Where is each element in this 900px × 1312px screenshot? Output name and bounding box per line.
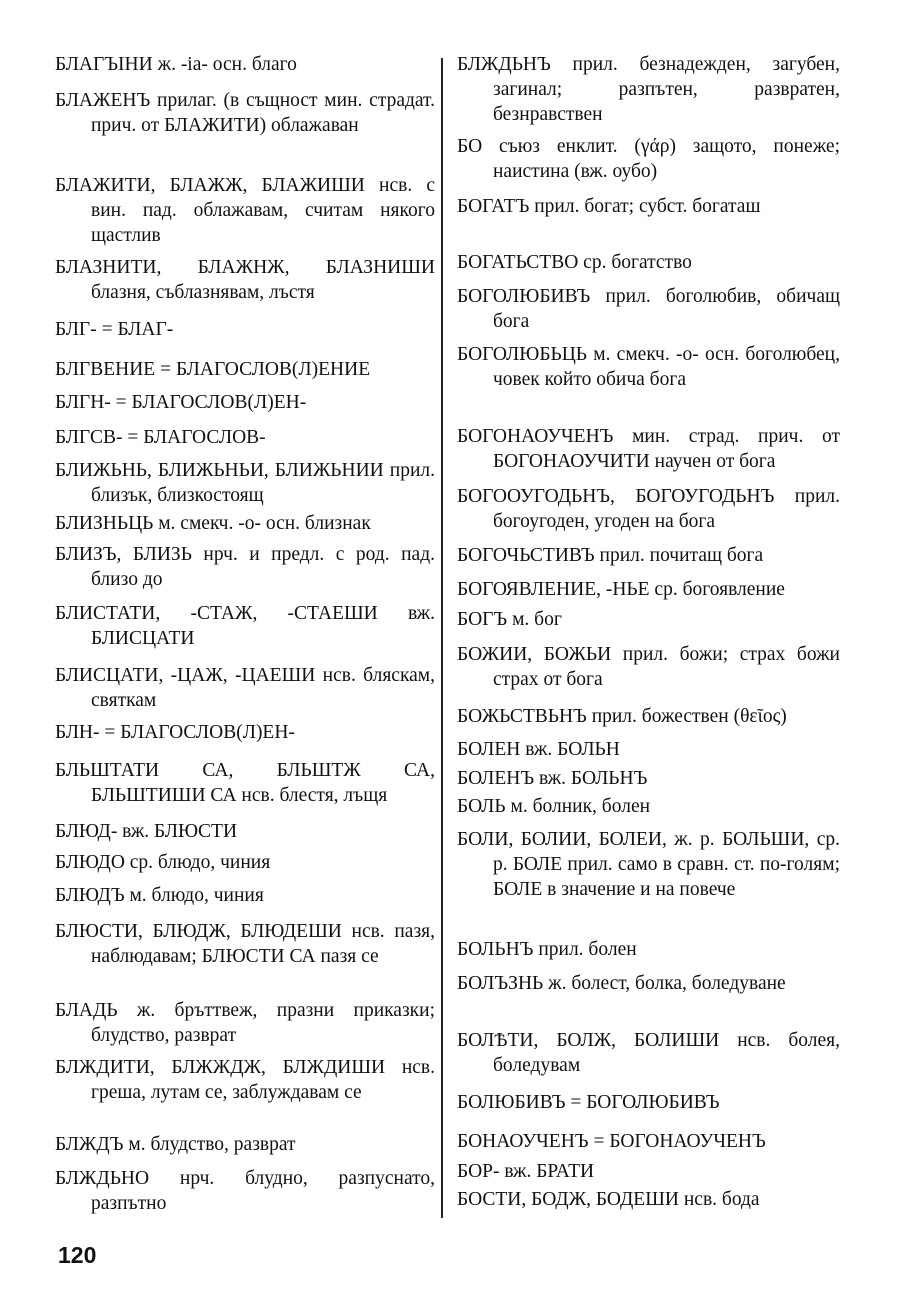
dictionary-entry: БЛАЖИТИ, БЛАЖЖ, БЛАЖИШИ нсв. с вин. пад. облажавам, считам някого щастлив [55, 175, 435, 246]
dictionary-entry: БЛИЗНЬЦЬ м. смекч. -о- осн. близнак [55, 513, 371, 534]
dictionary-entry: БОЖЬСТВЬНЪ прил. божествен (θεῖος) [457, 706, 787, 727]
dictionary-entry: БЛАЗНИТИ, БЛАЖНЖ, БЛАЗНИШИ блазня, съблазнявам, лъстя [55, 257, 435, 303]
dictionary-entry: БОЛѢТИ, БОЛЖ, БОЛИШИ нсв. болея, боледувам [457, 1030, 840, 1076]
dictionary-entry: БЛАЖЕНЪ прилаг. (в същност мин. страдат. прич. от БЛАЖИТИ) облажаван [55, 90, 435, 136]
dictionary-entry: БЛЮСТИ, БЛЮДЖ, БЛЮДЕШИ нсв. пазя, наблюдавам; БЛЮСТИ СА пазя се [55, 921, 435, 967]
dictionary-entry: БЛЖДЪ м. блудство, разврат [55, 1134, 296, 1155]
dictionary-entry: БЛЮД- вж. БЛЮСТИ [55, 821, 238, 842]
page-number: 120 [58, 1242, 97, 1268]
dictionary-entry: БОР- вж. БРАТИ [457, 1161, 595, 1182]
dictionary-entry: БОЖИИ, БОЖЬИ прил. божи; страх божи страх от бога [457, 644, 840, 690]
dictionary-entry: БОЛЬ м. болник, болен [457, 796, 651, 817]
dictionary-entry: БЛИЗЪ, БЛИЗЬ нрч. и предл. с род. пад. близо до [55, 544, 435, 590]
dictionary-entry: БОГОЧЬСТИВЪ прил. почитащ бога [457, 545, 764, 566]
dictionary-entry: БЛИСТАТИ, -СТАЖ, -СТАЕШИ вж. БЛИСЦАТИ [55, 603, 435, 649]
column-divider [441, 58, 443, 1218]
dictionary-entry: БОНАОУЧЕНЪ = БОГОНАОУЧЕНЪ [457, 1131, 766, 1152]
dictionary-entry: БОЛЪЗНЬ ж. болест, болка, боледуване [457, 973, 786, 994]
dictionary-entry: БЛЖДЬНЪ прил. безнадежден, загубен, загинал; разпътен, развратен, безнравствен [457, 54, 840, 125]
dictionary-entry: БОГОЯВЛЕНИЕ, -НЬЕ ср. богоявление [457, 579, 785, 600]
dictionary-entry: БОГАТЬСТВО ср. богатство [457, 252, 692, 273]
dictionary-entry: БО съюз енклит. (γάρ) защото, понеже; наистина (вж. оубо) [457, 136, 840, 182]
dictionary-entry: БОЛЬНЪ прил. болен [457, 939, 637, 960]
dictionary-entry: БЛЮДО ср. блюдо, чиния [55, 852, 271, 873]
dictionary-entry: БЛГН- = БЛАГОСЛОВ(Л)ЕН- [55, 392, 307, 413]
dictionary-entry: БЛАДЬ ж. бръттвеж, празни приказки; блудство, разврат [55, 1000, 435, 1046]
dictionary-entry: БЛИСЦАТИ, -ЦАЖ, -ЦАЕШИ нсв. бляскам, святкам [55, 665, 435, 711]
dictionary-entry: БЛИЖЬНЬ, БЛИЖЬНЬИ, БЛИЖЬНИИ прил. близък, близкостоящ [55, 460, 435, 506]
dictionary-entry: БОЛЕНЪ вж. БОЛЬНЪ [457, 768, 648, 789]
dictionary-entry: БЛГСВ- = БЛАГОСЛОВ- [55, 427, 266, 448]
dictionary-entry: БЛН- = БЛАГОСЛОВ(Л)ЕН- [55, 722, 295, 743]
dictionary-entry: БОГОЛЮБИВЪ прил. боголюбив, обичащ бога [457, 286, 840, 332]
dictionary-entry: БОЛЮБИВЪ = БОГОЛЮБИВЪ [457, 1092, 720, 1113]
dictionary-entry: БОГОЛЮБЬЦЬ м. смекч. -о- осн. боголюбец, човек който обича бога [457, 344, 840, 390]
dictionary-entry: БЛЮДЪ м. блюдо, чиния [55, 885, 264, 906]
dictionary-entry: БОГООУГОДЬНЪ, БОГОУГОДЬНЪ прил. богоугоден, угоден на бога [457, 486, 840, 532]
dictionary-entry: БОГЪ м. бог [457, 609, 562, 630]
dictionary-entry: БОГОНАОУЧЕНЪ мин. страд. прич. от БОГОНАОУЧИТИ научен от бога [457, 426, 840, 472]
dictionary-entry: БЛГ- = БЛАГ- [55, 319, 174, 340]
dictionary-entry: БЛЖДЬНО нрч. блудно, разпуснато, разпътно [55, 1168, 435, 1214]
dictionary-entry: БОЛИ, БОЛИИ, БОЛЕИ, ж. р. БОЛЬШИ, ср. р. БОЛЕ прил. само в сравн. ст. по-голям; БОЛЕ в значение и на повече [457, 829, 840, 900]
dictionary-entry: БОГАТЪ прил. богат; субст. богаташ [457, 196, 761, 217]
dictionary-entry: БЛЬШТАТИ СА, БЛЬШТЖ СА, БЛЬШТИШИ СА нсв. блестя, лъщя [55, 760, 435, 806]
dictionary-entry: БЛЖДИТИ, БЛЖЖДЖ, БЛЖДИШИ нсв. греша, лутам се, заблуждавам се [55, 1057, 435, 1103]
dictionary-entry: БОЛЕН вж. БОЛЬН [457, 739, 620, 760]
dictionary-entry: БОСТИ, БОДЖ, БОДЕШИ нсв. бода [457, 1189, 760, 1210]
dictionary-entry: БЛГВЕНИЕ = БЛАГОСЛОВ(Л)ЕНИЕ [55, 359, 371, 380]
dictionary-entry: БЛАГЪІНИ ж. -ia- осн. благо [55, 54, 297, 75]
